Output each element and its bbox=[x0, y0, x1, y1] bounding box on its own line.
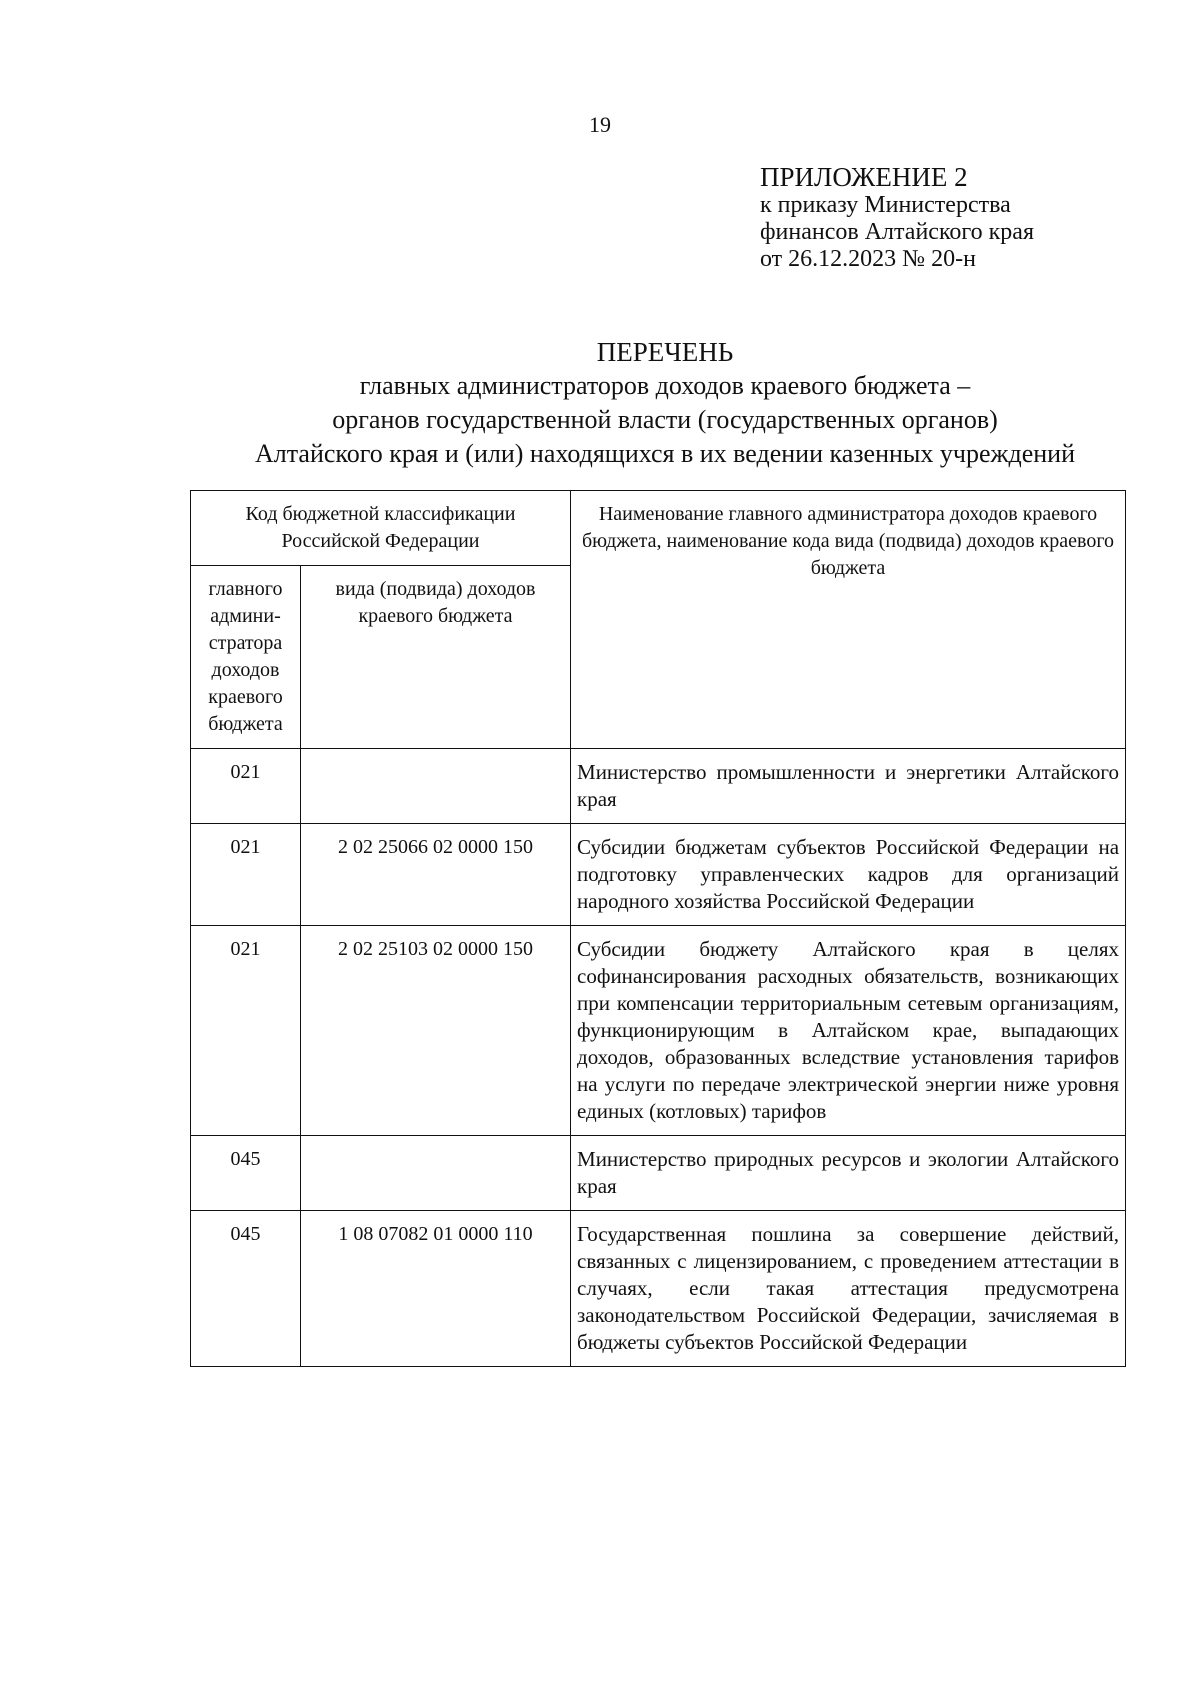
table-header-row bbox=[191, 491, 1126, 566]
cell-income-code: 1 08 07082 01 0000 110 bbox=[301, 1211, 571, 1367]
page-number: 19 bbox=[589, 112, 611, 137]
title-main: ПЕРЕЧЕНЬ bbox=[596, 337, 734, 367]
cell-admin-code: 021 bbox=[191, 749, 301, 824]
table-row bbox=[191, 749, 1126, 824]
cell-name: Министерство промышленности и энергетики Алтайского края bbox=[571, 749, 1126, 824]
table-row bbox=[191, 824, 1126, 926]
document-title bbox=[170, 335, 1160, 471]
cell-name: Государственная пошлина за совершение действий, связанных с лицензированием, с проведением аттестации в случаях, если такая аттестация предусмотрена законодательством Российской Федерации, зачисляемая в бюджеты субъектов Российской Федерации bbox=[571, 1211, 1126, 1367]
cell-name: Субсидии бюджетам субъектов Российской Федерации на подготовку управленческих кадров для организаций народного хозяйства Российской Федерации bbox=[571, 824, 1126, 926]
table-row bbox=[191, 1136, 1126, 1211]
cell-income-code bbox=[301, 1136, 571, 1211]
title-line: Алтайского края и (или) находящихся в их ведении казенных учреждений bbox=[254, 439, 1075, 468]
table-row bbox=[191, 1211, 1126, 1367]
appendix-line: к приказу Министерства bbox=[760, 192, 1011, 218]
appendix-block bbox=[760, 162, 1180, 273]
title-line: органов государственной власти (государственных органов) bbox=[332, 405, 998, 434]
cell-income-code: 2 02 25103 02 0000 150 bbox=[301, 926, 571, 1136]
cell-admin-code: 045 bbox=[191, 1136, 301, 1211]
cell-admin-code: 021 bbox=[191, 824, 301, 926]
cell-admin-code: 045 bbox=[191, 1211, 301, 1367]
cell-name: Министерство природных ресурсов и экологии Алтайского края bbox=[571, 1136, 1126, 1211]
cell-income-code: 2 02 25066 02 0000 150 bbox=[301, 824, 571, 926]
cell-income-code bbox=[301, 749, 571, 824]
header-admin: главного админи-стратора доходов краевого бюджета bbox=[191, 566, 301, 749]
registry-table bbox=[190, 490, 1126, 1367]
appendix-line: от 26.12.2023 № 20-н bbox=[760, 246, 976, 272]
appendix-title: ПРИЛОЖЕНИЕ 2 bbox=[760, 162, 968, 192]
header-income-code: вида (подвида) доходов краевого бюджета bbox=[301, 566, 571, 749]
appendix-line: финансов Алтайского края bbox=[760, 219, 1034, 245]
cell-name: Субсидии бюджету Алтайского края в целях софинансирования расходных обязательств, возникающих при компенсации территориальным сетевым организациям, функционирующим в Алтайском крае, выпадающих доходов, образованных вследствие установления тарифов на услуги по передаче электрической энергии ниже уровня единых (котловых) тарифов bbox=[571, 926, 1126, 1136]
cell-admin-code: 021 bbox=[191, 926, 301, 1136]
table-row bbox=[191, 926, 1126, 1136]
header-name: Наименование главного администратора доходов краевого бюджета, наименование кода вида (подвида) доходов краевого бюджета bbox=[571, 491, 1126, 749]
title-line: главных администраторов доходов краевого бюджета – bbox=[359, 371, 971, 400]
header-code-group: Код бюджетной классификации Российской Федерации bbox=[191, 491, 571, 566]
